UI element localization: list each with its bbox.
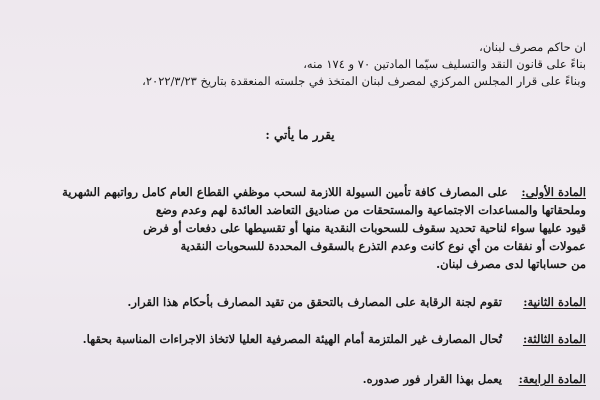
article-2-title: المادة الثانية: [523, 295, 586, 309]
article-1-line-4: عمولات أو نفقات من أي نوع كانت وعدم التذرع بالسقوف المحددة للسحوبات النقدية [180, 239, 586, 253]
article-1-line-2: وملحقاتها والمساعدات الاجتماعية والمستحقات من صناديق التعاضد العائدة لهم وعدم وضع [155, 203, 586, 217]
preamble-line-3: وبناءً على قرار المجلس المركزي لمصرف لبنان المتخذ في جلسته المنعقدة بتاريخ ٢٠٢٢/٣/٢٣، [142, 74, 586, 88]
article-4-title: المادة الرابعة: [518, 372, 586, 386]
article-4-line-1: يعمل بهذا القرار فور صدوره. [362, 372, 502, 386]
article-3-title: المادة الثالثة: [522, 332, 586, 346]
preamble-line-1: ان حاكم مصرف لبنان، [479, 40, 586, 54]
article-3-line-1: تُحال المصارف غير الملتزمة أمام الهيئة المصرفية العليا لاتخاذ الاجراءات المناسبة بحقها. [82, 332, 502, 346]
article-3-label [523, 332, 586, 346]
decision-heading: يقرر ما يأتي : [265, 128, 335, 142]
article-4-label [519, 372, 586, 386]
article-2-line-1: تقوم لجنة الرقابة على المصارف بالتحقق من تقيد المصارف بأحكام هذا القرار. [127, 295, 502, 309]
article-1-title: المادة الأولى: [521, 185, 586, 199]
article-2-label [523, 295, 586, 309]
article-1-line-1: على المصارف كافة تأمين السيولة اللازمة لسحب موظفي القطاع العام كامل رواتبهم الشهرية [62, 185, 508, 199]
article-1-line-3: قيود عليها سواء لناحية تحديد سقوف للسحوبات النقدية منها أو تقسيطها على دفعات أو فرض [143, 221, 586, 235]
article-1-label [521, 185, 586, 199]
article-1-line-5: من حساباتها لدى مصرف لبنان. [436, 257, 586, 271]
preamble-line-2: بناءً على قانون النقد والتسليف سيّما المادتين ٧٠ و ١٧٤ منه، [303, 57, 586, 71]
